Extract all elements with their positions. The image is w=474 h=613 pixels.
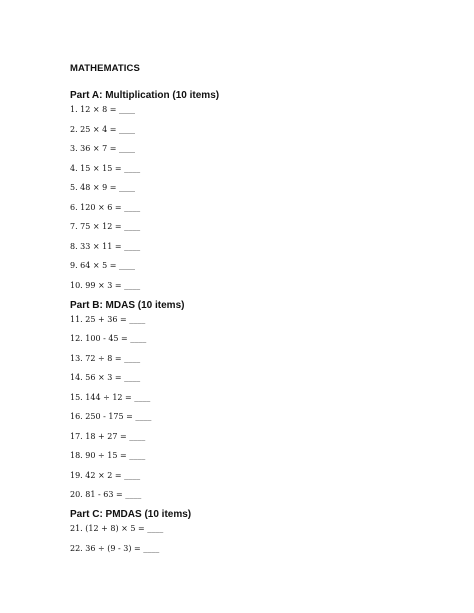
list-item: 9. 64 × 5 = ____ xyxy=(70,261,136,270)
list-item: 5. 48 × 9 = ____ xyxy=(70,183,136,192)
list-item: 13. 72 ÷ 8 = ____ xyxy=(70,353,141,363)
list-item: 4. 15 × 15 = ____ xyxy=(70,163,141,173)
list-item: 20. 81 - 63 = ____ xyxy=(70,490,142,499)
list-item: 14. 56 × 3 = ____ xyxy=(70,373,141,382)
list-item: 22. 36 ÷ (9 - 3) = ____ xyxy=(70,543,160,553)
list-item: 6. 120 × 6 = ____ xyxy=(70,202,141,212)
section-heading: Part A: Multiplication (10 items) xyxy=(70,90,220,101)
document-title: MATHEMATICS xyxy=(70,63,140,74)
section-part-b xyxy=(70,299,430,501)
section-part-c xyxy=(70,508,430,554)
list-item: 15. 144 ÷ 12 = ____ xyxy=(70,392,151,402)
list-item: 10. 99 × 3 = ____ xyxy=(70,280,141,290)
section-heading: Part C: PMDAS (10 items) xyxy=(70,509,192,520)
list-item: 2. 25 × 4 = ____ xyxy=(70,124,136,134)
list-item: 18. 90 ÷ 15 = ____ xyxy=(70,451,146,460)
document-content xyxy=(70,63,430,563)
list-item: 11. 25 + 36 = ____ xyxy=(70,314,146,324)
list-item: 21. (12 + 8) × 5 = ____ xyxy=(70,524,164,533)
list-item: 1. 12 × 8 = ____ xyxy=(70,105,136,114)
item-list xyxy=(70,105,430,291)
list-item: 12. 100 - 45 = ____ xyxy=(70,334,147,343)
section-heading: Part B: MDAS (10 items) xyxy=(70,299,185,311)
list-item: 3. 36 × 7 = ____ xyxy=(70,144,136,153)
list-item: 19. 42 × 2 = ____ xyxy=(70,470,141,480)
list-item: 7. 75 × 12 = ____ xyxy=(70,222,141,231)
list-item: 8. 33 × 11 = ____ xyxy=(70,241,141,251)
item-list xyxy=(70,315,430,501)
list-item: 16. 250 - 175 = ____ xyxy=(70,412,152,421)
section-part-a xyxy=(70,89,430,291)
item-list xyxy=(70,524,430,554)
list-item: 17. 18 + 27 = ____ xyxy=(70,431,146,441)
